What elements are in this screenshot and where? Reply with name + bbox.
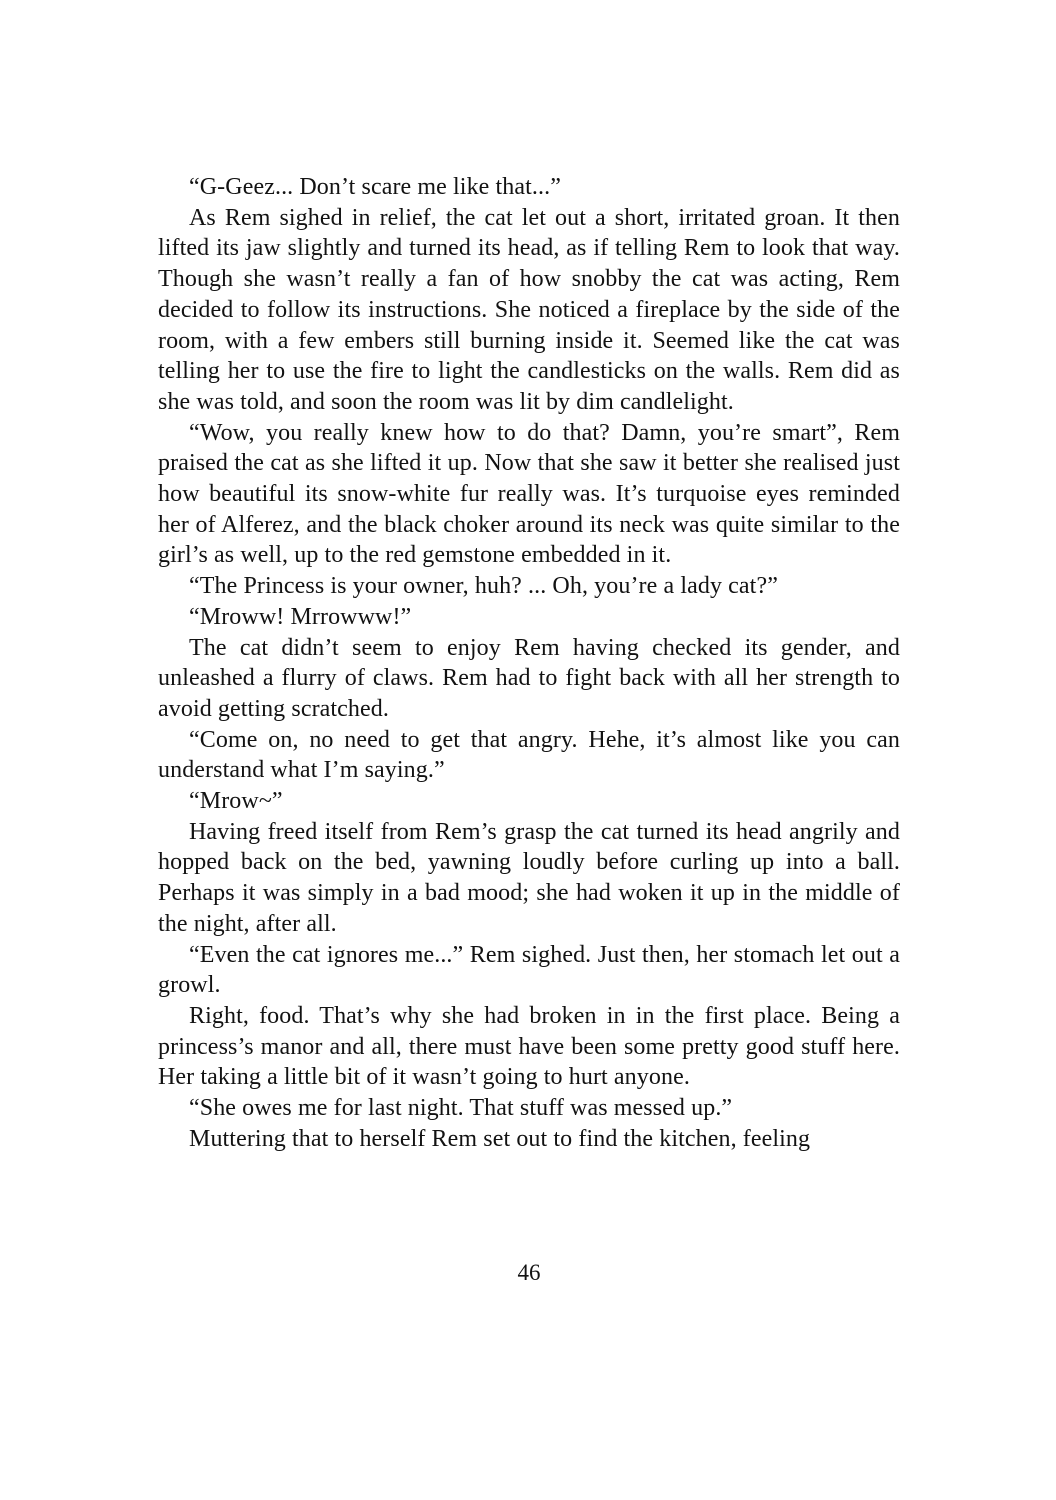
paragraph-1: “G-Geez... Don’t scare me like that...” (189, 174, 561, 200)
paragraph-3: “Wow, you really knew how to do that? Damn, you’re smart”, Rem praised the cat as she lifted it up. Now that she saw it better she realised just how beautiful its snow-white fur really was. It’s turquoise eyes reminded her of Alferez, and the black choker around its neck was quite similar to the girl’s as well, up to the red gemstone embedded in it. (158, 419, 900, 569)
paragraph-8: “Mrow~” (189, 788, 283, 815)
paragraph-2: As Rem sighed in relief, the cat let out a short, irritated groan. It then lifted its jaw slightly and turned its head, as if telling Rem to look that way. Though she wasn’t really a fan of how snobby the cat was acting, Rem decided to follow its instructions. She noticed a fireplace by the side of the room, with a few embers still burning inside it. Seemed like the cat was telling her to use the fire to light the candlesticks on the walls. Rem did as she was told, and soon the room was lit by dim candlelight. (158, 204, 900, 415)
paragraph-6: The cat didn’t seem to enjoy Rem having checked its gender, and unleashed a flurry of claws. Rem had to fight back with all her strength to avoid getting scratched. (158, 634, 900, 722)
paragraph-4: “The Princess is your owner, huh? ... Oh, you’re a lady cat?” (189, 573, 778, 600)
paragraph-13: Muttering that to herself Rem set out to find the kitchen, feeling (189, 1125, 811, 1152)
body-text (158, 172, 900, 1155)
paragraph-11: Right, food. That’s why she had broken in in the first place. Being a princess’s manor and all, there must have been some pretty good stuff here. Her taking a little bit of it wasn’t going to hurt anyone. (158, 1002, 900, 1091)
paragraph-9: Having freed itself from Rem’s grasp the cat turned its head angrily and hopped back on the bed, yawning loudly before curling up into a ball. Perhaps it was simply in a bad mood; she had woken it up in the middle of the night, after all. (158, 818, 900, 937)
paragraph-12: “She owes me for last night. That stuff was messed up.” (189, 1095, 733, 1122)
paragraph-5: “Mroww! Mrrowww!” (189, 603, 412, 630)
paragraph-10: “Even the cat ignores me...” Rem sighed. Just then, her stomach let out a growl. (158, 941, 900, 999)
paragraph-7: “Come on, no need to get that angry. Hehe, it’s almost like you can understand what I’m saying.” (158, 726, 900, 784)
page-number: 46 (517, 1260, 541, 1285)
